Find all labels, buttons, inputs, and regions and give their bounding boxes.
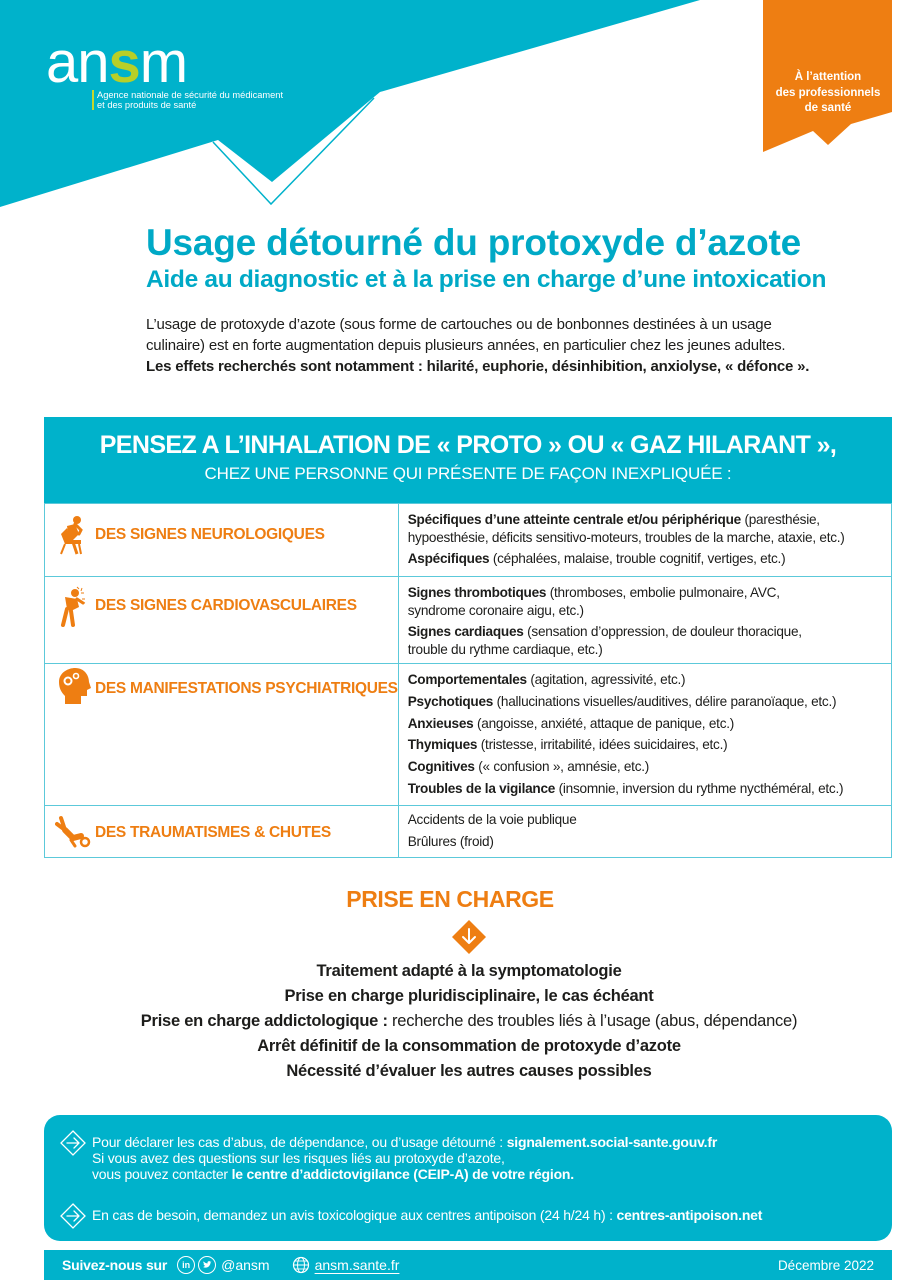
- diamond-down-arrow-icon: [452, 920, 486, 954]
- detail-heading: Cognitives: [407, 759, 475, 775]
- audience-line3: de santé: [804, 102, 852, 114]
- think-heading: PENSEZ A L’INHALATION DE « PROTO » OU « GAZ HILARANT »,: [99, 431, 837, 459]
- diamond-right-arrow-icon: [60, 1130, 86, 1156]
- details-cell: [398, 577, 891, 664]
- detail-heading: Aspécifiques: [407, 551, 490, 566]
- detail-item: [408, 669, 883, 691]
- think-of-inhalation-banner: [44, 417, 892, 503]
- symptoms-table: [44, 503, 892, 858]
- detail-heading: Troubles de la vigilance: [407, 780, 556, 796]
- website-link[interactable]: ansm.sante.fr: [314, 1257, 400, 1273]
- care-item-heading: Prise en charge addictologique :: [140, 1012, 388, 1030]
- detail-item: [408, 511, 883, 546]
- audience-line1: À l’attention: [794, 71, 862, 83]
- detail-item: [408, 734, 883, 756]
- info-item-poison-center: [60, 1207, 762, 1229]
- category-label: DES MANIFESTATIONS PSYCHIATRIQUES: [95, 680, 398, 697]
- care-item: Traitement adapté à la symptomatologie: [316, 962, 622, 980]
- table-row-neurological: [45, 504, 892, 577]
- info-text: Pour déclarer les cas d’abus, de dépendance, ou d’usage détourné :: [92, 1134, 507, 1150]
- detail-item: [408, 584, 883, 619]
- detail-heading: Comportementales: [407, 672, 527, 687]
- intro-line1: L’usage de protoxyde d’azote (sous forme de cartouches ou de bonbonnes destinées à un usage: [146, 316, 772, 333]
- twitter-handle[interactable]: @ansm: [221, 1257, 270, 1273]
- audience-banner-text: [763, 70, 893, 117]
- details-cell: [398, 664, 891, 806]
- intro-line2: culinaire) est en forte augmentation depuis plusieurs années, en particulier chez les jeunes adultes.: [146, 337, 786, 354]
- detail-item: Brûlures (froid): [407, 833, 494, 849]
- category-cell: [45, 577, 399, 664]
- detail-text: (angoisse, anxiété, attaque de panique, etc.): [473, 715, 735, 731]
- category-label: DES TRAUMATISMES & CHUTES: [95, 823, 331, 841]
- details-cell: [398, 504, 891, 577]
- category-label: DES SIGNES CARDIOVASCULAIRES: [95, 597, 357, 614]
- detail-text: (« confusion », amnésie, etc.): [474, 759, 650, 775]
- care-item: [0, 1009, 900, 1034]
- detail-text: (hallucinations visuelles/auditives, délire paranoïaque, etc.): [493, 693, 837, 709]
- detail-heading: Signes cardiaques: [407, 624, 524, 639]
- detail-text: (sensation d’oppression, de douleur thoracique,: [523, 624, 802, 639]
- table-row-cardiovascular: [45, 577, 892, 664]
- twitter-icon[interactable]: [198, 1256, 216, 1274]
- care-heading: PRISE EN CHARGE: [346, 886, 554, 912]
- falling-person-icon: [55, 812, 91, 854]
- person-chest-pain-icon: [55, 585, 91, 627]
- agency-name-line1: Agence nationale de sécurité du médicament: [97, 90, 284, 100]
- footer-bar: [44, 1250, 892, 1280]
- category-cell: [45, 805, 399, 858]
- reporting-link[interactable]: signalement.social-sante.gouv.fr: [506, 1134, 718, 1150]
- detail-text: (agitation, agressivité, etc.): [526, 672, 686, 687]
- detail-heading: Signes thrombotiques: [407, 585, 547, 600]
- follow-us-label: Suivez-nous sur: [62, 1257, 168, 1273]
- detail-item: Accidents de la voie publique: [407, 811, 577, 827]
- detail-item: [408, 623, 883, 658]
- detail-item: [408, 778, 883, 800]
- audience-line2: des professionnels: [775, 86, 881, 99]
- agency-name: [92, 90, 283, 110]
- table-row-psychiatric: [45, 664, 892, 806]
- table-row-trauma: [45, 805, 892, 858]
- page-title: Usage détourné du protoxyde d’azote: [146, 222, 801, 263]
- info-text: En cas de besoin, demandez un avis toxicologique aux centres antipoison (24 h/24 h) :: [92, 1207, 617, 1223]
- care-item: Prise en charge pluridisciplinaire, le cas échéant: [284, 987, 654, 1005]
- detail-item: [408, 691, 883, 713]
- details-cell: [398, 805, 891, 858]
- category-cell: [45, 504, 399, 577]
- detail-text: (tristesse, irritabilité, idées suicidaires, etc.): [477, 737, 728, 753]
- category-label: DES SIGNES NEUROLOGIQUES: [95, 526, 325, 543]
- head-gears-icon: [55, 668, 91, 710]
- detail-item: [408, 550, 883, 568]
- intro-effects: Les effets recherchés sont notamment : hilarité, euphorie, désinhibition, anxiolyse, « défonce ».: [146, 358, 810, 375]
- detail-heading: Spécifiques d’une atteinte centrale et/ou périphérique: [407, 512, 741, 527]
- detail-item: [408, 756, 883, 778]
- seated-person-head-in-hand-icon: [55, 514, 91, 556]
- linkedin-icon[interactable]: in: [177, 1256, 195, 1274]
- care-item: Arrêt définitif de la consommation de protoxyde d’azote: [257, 1037, 681, 1055]
- care-item-text: recherche des troubles liés à l’usage (abus, dépendance): [387, 1012, 798, 1030]
- poison-center-link[interactable]: centres-antipoison.net: [616, 1207, 763, 1223]
- twitter-bird-glyph: [202, 1260, 212, 1270]
- think-subheading: CHEZ UNE PERSONNE QUI PRÉSENTE DE FAÇON INEXPLIQUÉE :: [204, 464, 732, 483]
- detail-text: (paresthésie,: [740, 512, 820, 527]
- detail-heading: Anxieuses: [407, 715, 474, 731]
- info-item-reporting: [60, 1134, 717, 1182]
- contact-info-box: [44, 1115, 892, 1241]
- detail-item: [408, 713, 883, 735]
- detail-text: (céphalées, malaise, trouble cognitif, vertiges, etc.): [489, 551, 786, 566]
- detail-text: (thromboses, embolie pulmonaire, AVC,: [546, 585, 780, 600]
- detail-text: hypoesthésie, déficits sensitivo-moteurs, troubles de la marche, ataxie, etc.): [407, 529, 845, 545]
- category-cell: [45, 664, 399, 806]
- ansm-logo: [46, 30, 284, 110]
- publication-date: Décembre 2022: [777, 1257, 874, 1273]
- info-text: Si vous avez des questions sur les risques liés au protoxyde d’azote,: [92, 1150, 505, 1166]
- intro-paragraph: [146, 314, 876, 377]
- detail-text: trouble du rythme cardiaque, etc.): [407, 641, 603, 657]
- agency-name-line2: et des produits de santé: [97, 100, 197, 110]
- logo-wordmark: ansm: [46, 30, 188, 95]
- detail-heading: Thymiques: [407, 737, 478, 753]
- addictovigilance-center: le centre d’addictovigilance (CEIP-A) de votre région.: [231, 1166, 574, 1182]
- diamond-right-arrow-icon: [60, 1203, 86, 1229]
- detail-text: syndrome coronaire aigu, etc.): [407, 602, 584, 618]
- detail-heading: Psychotiques: [407, 693, 494, 709]
- info-text: vous pouvez contacter: [92, 1166, 232, 1182]
- detail-text: (insomnie, inversion du rythme nycthéméral, etc.): [555, 780, 844, 796]
- page-subtitle: Aide au diagnostic et à la prise en charge d’une intoxication: [146, 266, 827, 293]
- care-item: Nécessité d’évaluer les autres causes possibles: [286, 1062, 652, 1080]
- globe-icon: [292, 1256, 310, 1274]
- care-list: [0, 959, 900, 1084]
